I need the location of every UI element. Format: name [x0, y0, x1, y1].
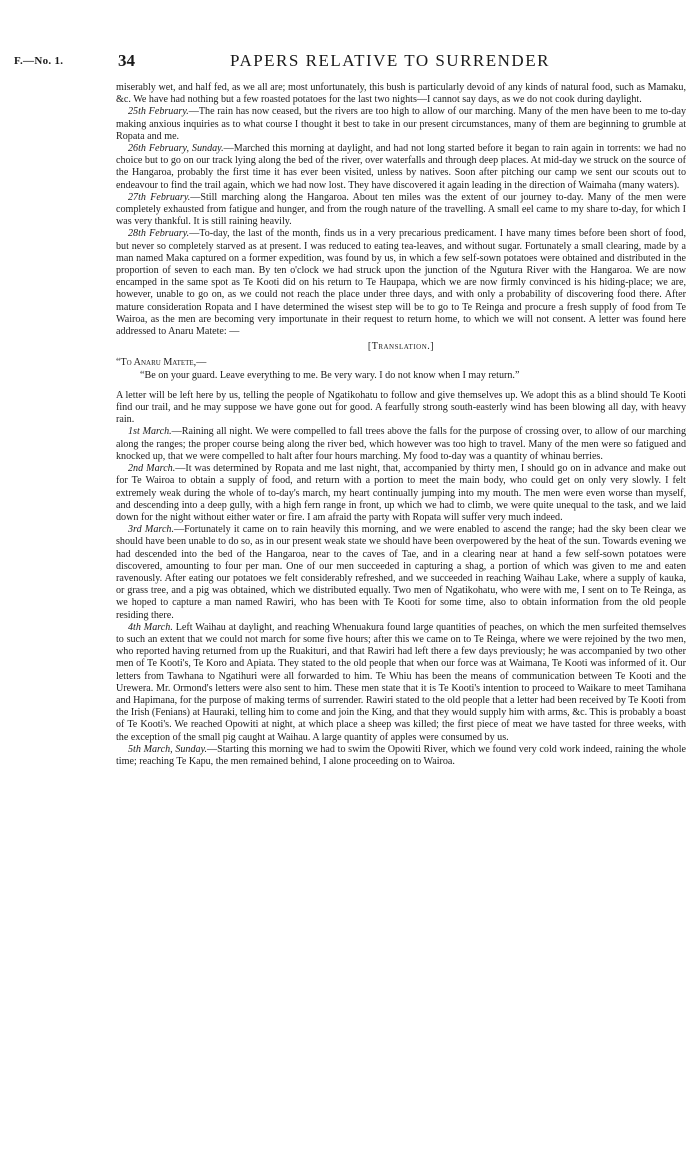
entry-date: 27th February. — [128, 191, 191, 203]
entry-text: —Still marching along the Hangaroa. About ten miles was the extent of our journey to-day. Many of the men were completely exhausted from fatigue and hunger, and from the rough nature of the travelling. A small eel came to my share to-day, for which I was very thankful. It is still raining heavily. — [116, 191, 686, 228]
entry-date: 28th February. — [128, 228, 190, 240]
entry-date: 25th February. — [128, 106, 189, 118]
letter-salutation: “To Anaru Matete,— — [116, 357, 207, 369]
diary-entry — [116, 744, 686, 768]
entry-date: 26th February, Sunday. — [128, 143, 224, 155]
diary-entry — [116, 192, 686, 229]
diary-entry — [116, 463, 686, 524]
diary-entry — [116, 426, 686, 463]
diary-entry — [116, 524, 686, 622]
entry-date: 5th March, Sunday. — [128, 743, 208, 755]
translation-heading: [Translation.] — [367, 341, 435, 353]
entry-date: 2nd March. — [128, 463, 176, 475]
entry-text: —To-day, the last of the month, finds us in a very precarious predicament. I have many times before been short of food, but never so completely starved as at present. I was reduced to eating tea-leaves, and without sugar. Fortunately a small clearing, made by a man named Maka captured on a former expedition, was found by us, in which a few self-sown potatoes were obtained and distributed in the proportion of seven to each man. By ten o'clock we had struck upon the junction of the Ngutura River with the Hangaroa. We are now encamped in the same spot as Te Kooti did on his return to Te Haupapa, which we are now firmly convinced is his hiding-place; we are, however, unable to go on, as we could not reach the place under three days, and with only a probability of discovering food there. After mature consideration Ropata and I have determined the wisest step will be to go to Te Reinga and procure a fresh supply of food from Te Wairoa, as the men are becoming very importunate in their request to return home, to which we will not consent. A letter was found here addressed to Anaru Matete: — — [116, 228, 686, 338]
diary-entry — [116, 228, 686, 338]
entry-text: —Marched this morning at daylight, and had not long started before it began to rain again in torrents: we had no choice but to go on our track lying along the bed of the river, over waterfalls and through deep places. At mid-day we struck on the source of the Hangaroa, probably the first time it has ever been visited, unless by natives. Soon after pitching our camp we sent our scouts out to endeavour to find the trail again, which we had now lost. They have discovered it again leading in the direction of Waimaha (many waters). — [116, 143, 686, 191]
entry-text: —Starting this morning we had to swim the Opowiti River, which we found very cold work indeed, raining the whole time; reaching Te Kapu, the men remained behind, I alone proceeding on to Wairoa. — [116, 743, 686, 767]
running-title: PAPERS RELATIVE TO SURRENDER — [230, 51, 550, 70]
diary-entry — [116, 106, 686, 143]
entry-date: 3rd March. — [128, 524, 174, 536]
diary-entry — [116, 622, 686, 744]
paragraph: A letter will be left here by us, telling the people of Ngatikohatu to follow and give themselves up. We adopt this as a blind should Te Kooti find our trail, and he may suppose we have gone out for good. A fearfully strong south-easterly wind has been blowing all day, with heavy rain. — [116, 389, 686, 426]
entry-text: Left Waihau at daylight, and reaching Whenuakura found large quantities of peaches, on which the men surfeited themselves to such an extent that we could not march for some five hours; after this we came on to Te Reinga, where we were rejoined by the two men, who reported having returned from up the Ruakituri, and that Rawiri had left there a few days previously; he was accompanied by two other men of Te Kooti's, Te Koro and Apiata. They stated to the old people that when our force was at Waimana, Te Kooti was informed of it. Our letters from Tawhana to Ngatihuri were all forwarded to him. Te Whiu has been the means of communication between Te Kooti and the Urewera. Mr. Ormond's letters were also sent to him. These men state that it is Te Kooti's intention to proceed to Waikare to meet Tamihana and Hapimana, for the purpose of making terms of surrender. Rawiri stated to the old people that a letter had been received by Te Kooti from the Irish (Fenians) at Hauraki, telling him to come and join the King, and that they would supply him with arms, &c. This is probably a boast of Te Kooti's. We reached Opowiti at night, at which place a sheep was killed; the first piece of meat we have tasted for three weeks, with the exception of the small pig caught at Waihau. A large quantity of apples were consumed by us. — [116, 621, 687, 743]
entry-text: —The rain has now ceased, but the rivers are too high to allow of our marching. Many of the men have been to me to-day making anxious inquiries as to what course I thought it best to take in our present circumstances, many of them are beginning to grumble at Ropata and me. — [116, 106, 687, 142]
entry-text: —Raining all night. We were compelled to fall trees above the falls for the purpose of crossing over, to allow of our marching along the ranges; the proper course being along the river bed, which however was too high to travel. Many of the men were so fatigued and knocked up, that we were compelled to halt after four hours marching. My food to-day was a quantity of whinau berries. — [116, 426, 686, 462]
letter-body: “Be on your guard. Leave everything to me. Be very wary. I do not know when I may return.” — [140, 369, 520, 381]
entry-text: —It was determined by Ropata and me last night, that, accompanied by thirty men, I should go on in advance and make out for Te Wairoa to obtain a supply of food, and return with a portion to meet the main body, who could get on only very slowly. I felt extremely weak during the whole of to-day's march, my heart continually jumping into my mouth. The men were even worse than myself, and descending into a deep gully, with a high fern range in front, up which we had to climb, we were quite unequal to the task, and we laid down for the night without either water or fire. I am afraid the party with Ropata will suffer very much indeed. — [116, 463, 686, 523]
body-text — [116, 82, 686, 768]
diary-entry — [116, 143, 686, 192]
document-reference: F.—No. 1. — [14, 55, 64, 67]
paragraph: miserably wet, and half fed, as we all are; most unfortunately, this bush is particularly devoid of any kinds of natural food, such as Mamaku, &c. We have had nothing but a few roasted potatoes for the last two nights—I cannot say days, as we do not cook during daylight. — [116, 82, 686, 106]
entry-date: 4th March. — [128, 621, 173, 633]
page-number: 34 — [118, 51, 135, 70]
entry-date: 1st March. — [128, 426, 172, 438]
entry-text: —Fortunately it came on to rain heavily this morning, and we were enabled to ascend the range; had the sky been clear we should have been unable to do so, as in our present weak state we should have been overpowered by the heat of the sun. Towards evening we had descended into the bed of the Hangaroa, near to the caves of Tae, and in a clearing near at hand a few self-sown potatoes were discovered, amounting to four per man. One of our men succeeded in capturing a shag, a portion of which was given to me and eaten ravenously. After eating our potatoes we felt considerably refreshed, and we succeeded in reaching Waihau Lake, where a supply of kauka, or grass tree, and a pig was obtained, which we distributed equally. Two men of Ngatikohatu, who were with me, I sent on to Te Reinga, as we hoped to capture a man named Rawiri, who has been with Te Kooti for some time, also to obtain information from the old people residing there. — [116, 524, 687, 621]
